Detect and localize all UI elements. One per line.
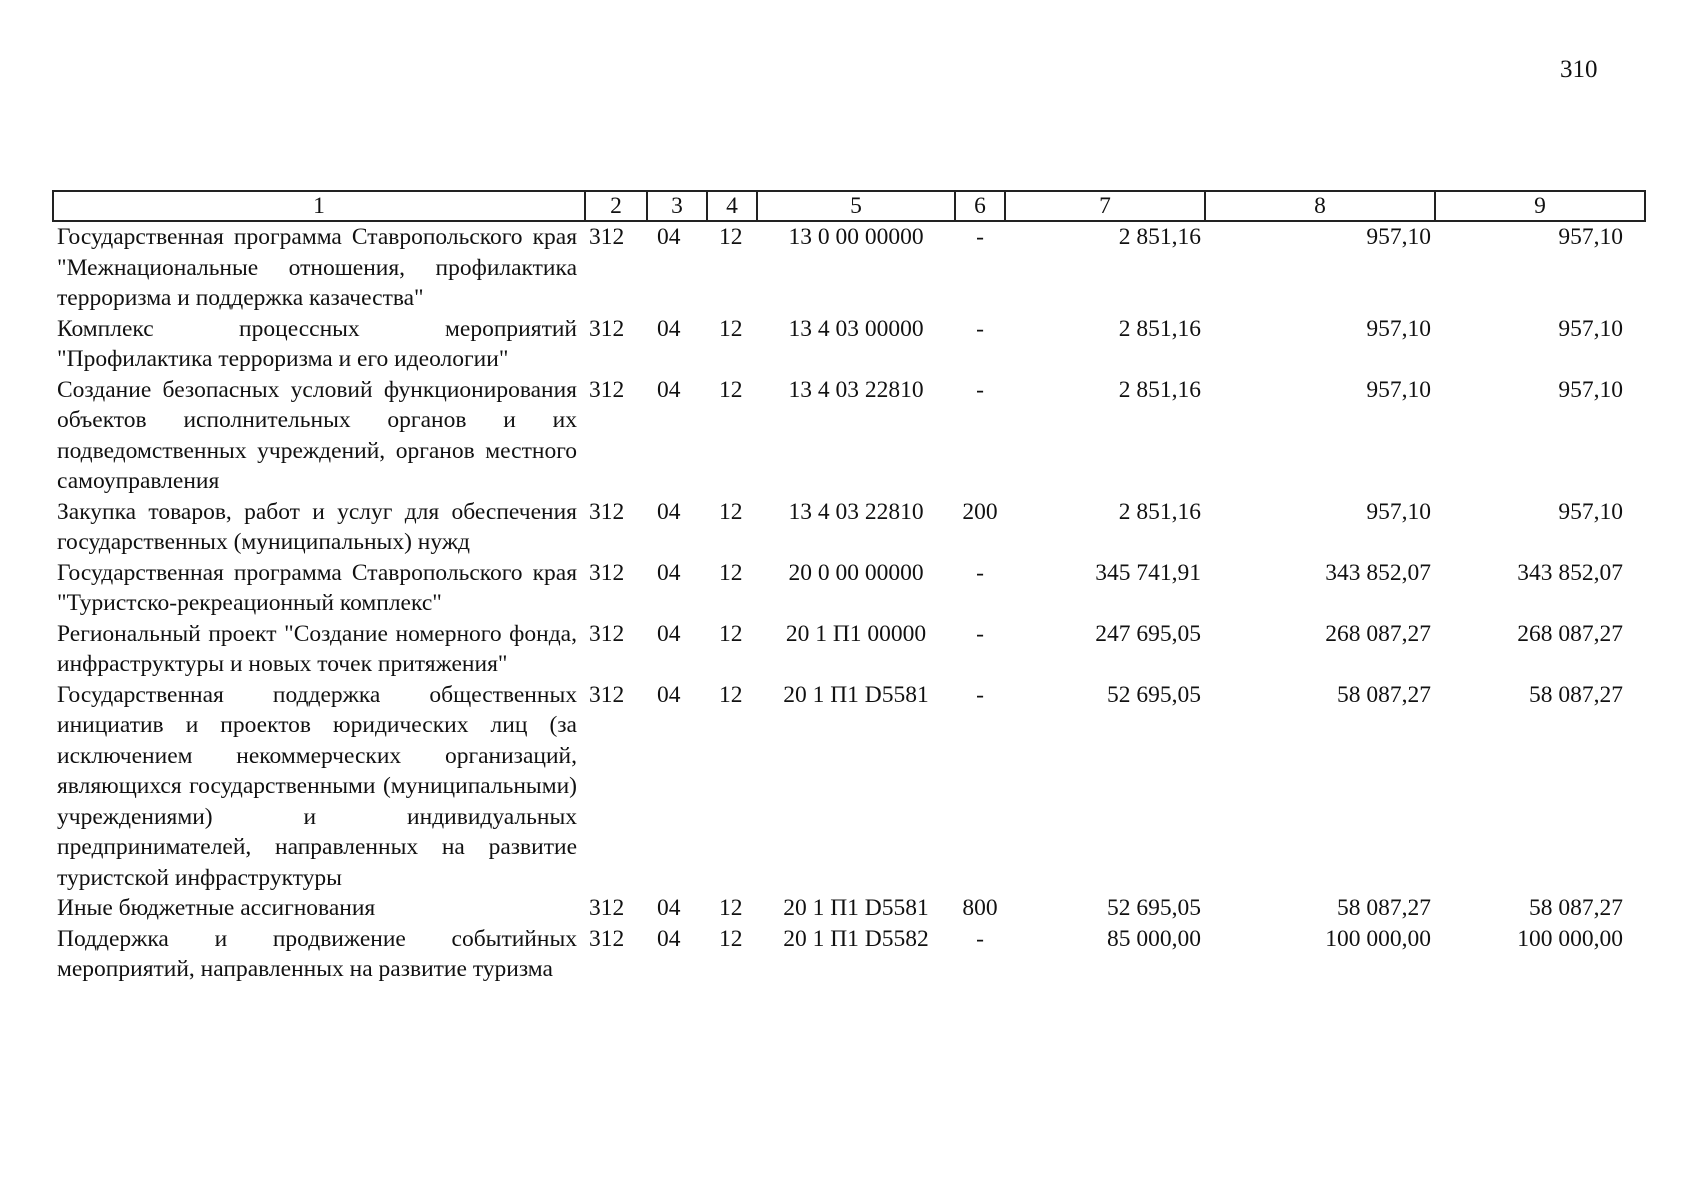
row-name: Поддержка и продвижение событийных мероприятий, направленных на развитие туризма (57, 925, 577, 982)
row-code-col4: 12 (719, 224, 743, 250)
row-amount-col8: 100 000,00 (1325, 925, 1431, 952)
row-code-col2: 312 (589, 376, 625, 403)
header-cell-3: 3 (647, 191, 707, 221)
row-code-col5: 13 4 03 22810 (788, 376, 924, 403)
header-cell-7: 7 (1005, 191, 1205, 221)
row-code-col6: 800 (962, 895, 998, 921)
row-code-col6: - (976, 620, 984, 647)
row-code-col3: 04 (657, 498, 681, 525)
header-cell-1: 1 (53, 191, 585, 221)
row-code-col2: 312 (589, 925, 625, 952)
row-code-col5: 13 0 00 00000 (788, 224, 924, 250)
row-code-col2: 312 (589, 620, 625, 647)
row-amount-col8: 957,10 (1366, 224, 1431, 250)
row-code-col3: 04 (657, 559, 681, 586)
table-row (53, 680, 1645, 894)
table-body (53, 221, 1645, 985)
row-name: Государственная поддержка общественных инициатив и проектов юридических лиц (за исключением некоммерческих организаций, являющихся государственными (муниципальными) учреждениями) и индивидуальных предпринимателей, направленных на развитие туристской инфраструктуры (57, 681, 577, 891)
row-code-col2: 312 (589, 224, 625, 250)
row-code-col6: - (976, 559, 984, 586)
table-header (53, 191, 1645, 221)
row-name: Государственная программа Ставропольского края "Межнациональные отношения, профилактика терроризма и поддержка казачества" (57, 224, 577, 311)
row-code-col4: 12 (719, 895, 743, 921)
row-code-col3: 04 (657, 681, 681, 708)
row-code-col4: 12 (719, 620, 743, 647)
row-code-col4: 12 (719, 376, 743, 403)
row-code-col3: 04 (657, 315, 681, 342)
row-code-col6: - (976, 315, 984, 342)
row-code-col3: 04 (657, 224, 681, 250)
row-amount-col8: 957,10 (1366, 315, 1431, 342)
row-amount-col8: 268 087,27 (1325, 620, 1431, 647)
row-amount-col9: 957,10 (1558, 498, 1623, 525)
header-cell-5: 5 (757, 191, 955, 221)
header-cell-4: 4 (707, 191, 757, 221)
table-row (53, 375, 1645, 497)
budget-table (52, 190, 1646, 985)
row-code-col6: 200 (962, 498, 998, 525)
row-amount-col7: 2 851,16 (1118, 224, 1201, 250)
row-amount-col9: 58 087,27 (1529, 895, 1623, 921)
row-amount-col8: 58 087,27 (1337, 681, 1431, 708)
row-code-col4: 12 (719, 498, 743, 525)
row-code-col2: 312 (589, 681, 625, 708)
row-code-col5: 20 1 П1 D5581 (783, 895, 929, 921)
row-amount-col7: 345 741,91 (1095, 559, 1201, 586)
row-amount-col9: 58 087,27 (1529, 681, 1623, 708)
row-code-col5: 20 0 00 00000 (788, 559, 924, 586)
table-row (53, 924, 1645, 985)
header-cell-9: 9 (1435, 191, 1645, 221)
row-code-col5: 13 4 03 22810 (788, 498, 924, 525)
table-row (53, 221, 1645, 314)
row-code-col4: 12 (719, 559, 743, 586)
row-amount-col8: 58 087,27 (1337, 895, 1431, 921)
row-code-col4: 12 (719, 925, 743, 952)
row-amount-col7: 2 851,16 (1118, 376, 1201, 403)
row-amount-col7: 85 000,00 (1107, 925, 1201, 952)
header-cell-2: 2 (585, 191, 647, 221)
row-code-col5: 20 1 П1 D5582 (783, 925, 929, 952)
row-code-col3: 04 (657, 620, 681, 647)
row-amount-col9: 100 000,00 (1517, 925, 1623, 952)
row-name: Создание безопасных условий функционирования объектов исполнительных органов и их подведомственных учреждений, органов местного самоуправления (57, 376, 577, 494)
row-amount-col9: 268 087,27 (1517, 620, 1623, 647)
row-name: Государственная программа Ставропольского края "Туристско-рекреационный комплекс" (57, 559, 577, 616)
budget-table-container (52, 190, 1644, 985)
row-name: Иные бюджетные ассигнования (57, 895, 376, 921)
row-name: Закупка товаров, работ и услуг для обеспечения государственных (муниципальных) нужд (57, 498, 577, 555)
row-code-col3: 04 (657, 925, 681, 952)
row-amount-col7: 247 695,05 (1095, 620, 1201, 647)
row-amount-col9: 957,10 (1558, 315, 1623, 342)
row-code-col6: - (976, 925, 984, 952)
row-amount-col7: 2 851,16 (1118, 498, 1201, 525)
row-code-col4: 12 (719, 315, 743, 342)
row-amount-col8: 957,10 (1366, 376, 1431, 403)
row-amount-col7: 52 695,05 (1107, 681, 1201, 708)
row-amount-col9: 343 852,07 (1517, 559, 1623, 586)
row-name: Региональный проект "Создание номерного фонда, инфраструктуры и новых точек притяжения" (57, 620, 577, 677)
table-row (53, 497, 1645, 558)
row-code-col6: - (976, 376, 984, 403)
row-amount-col7: 2 851,16 (1118, 315, 1201, 342)
row-code-col3: 04 (657, 376, 681, 403)
header-cell-8: 8 (1205, 191, 1435, 221)
row-code-col5: 20 1 П1 D5581 (783, 681, 929, 708)
row-code-col6: - (976, 224, 984, 250)
table-row (53, 893, 1645, 924)
page-number: 310 (1560, 56, 1598, 83)
row-code-col2: 312 (589, 895, 625, 921)
row-code-col6: - (976, 681, 984, 708)
row-code-col5: 20 1 П1 00000 (785, 620, 927, 647)
row-amount-col7: 52 695,05 (1107, 895, 1201, 921)
table-row (53, 314, 1645, 375)
row-code-col4: 12 (719, 681, 743, 708)
row-name: Комплекс процессных мероприятий "Профилактика терроризма и его идеологии" (57, 315, 577, 372)
row-amount-col9: 957,10 (1558, 224, 1623, 250)
header-row (53, 191, 1645, 221)
row-amount-col8: 957,10 (1366, 498, 1431, 525)
row-code-col2: 312 (589, 559, 625, 586)
row-code-col5: 13 4 03 00000 (788, 315, 924, 342)
row-code-col2: 312 (589, 315, 625, 342)
table-row (53, 619, 1645, 680)
table-row (53, 558, 1645, 619)
row-code-col2: 312 (589, 498, 625, 525)
row-amount-col9: 957,10 (1558, 376, 1623, 403)
header-cell-6: 6 (955, 191, 1005, 221)
row-code-col3: 04 (657, 895, 681, 921)
row-amount-col8: 343 852,07 (1325, 559, 1431, 586)
